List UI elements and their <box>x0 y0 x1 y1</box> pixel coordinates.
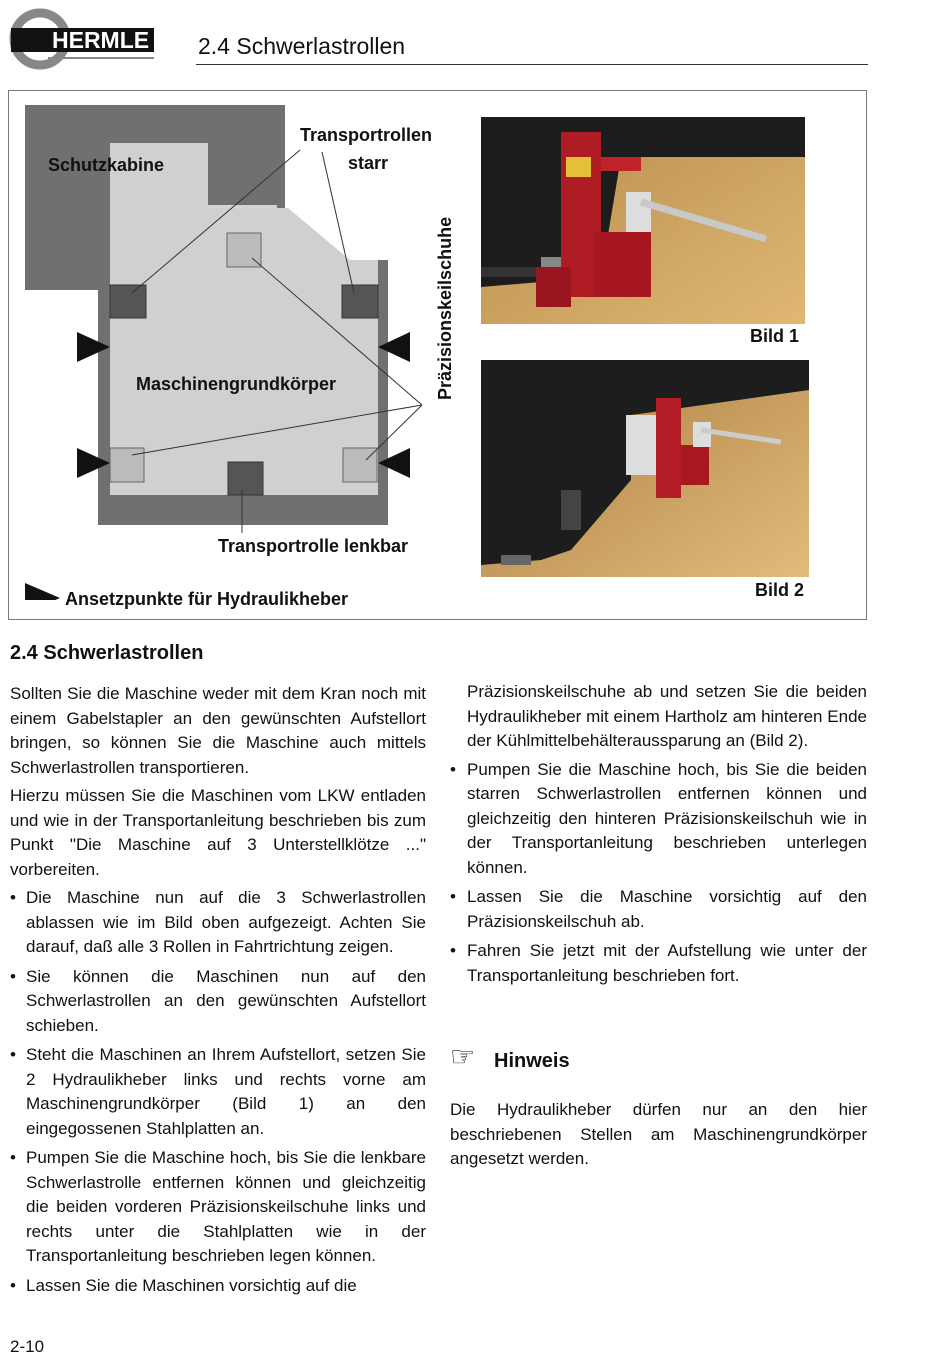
label-schutzkabine: Schutzkabine <box>48 155 165 175</box>
list-item <box>10 1274 426 1299</box>
list-item-text: Die Maschine nun auf die 3 Schwerlastrollen ablassen wie im Bild oben aufgezeigt. Achten Sie darauf, daß alle 3 Rollen in Fahrtrichtung zeigen. <box>26 888 426 956</box>
paragraph: Hierzu müssen Sie die Maschinen vom LKW entladen und wie in der Transportanleitung beschrieben bis zum Punkt "Die Maschine auf 3 Unterstellklötze ..." vorbereiten. <box>10 786 426 879</box>
legend-arrow-icon <box>25 583 60 600</box>
list-item-text: Lassen Sie die Maschine vorsichtig auf den Präzisionskeilschuh ab. <box>467 887 867 931</box>
bullet: • <box>450 759 456 779</box>
pointing-hand-icon: ☞ <box>450 1041 476 1072</box>
label-starr: starr <box>348 153 389 173</box>
label-lenkbar: Transportrolle lenkbar <box>218 536 409 556</box>
label-grundkoerper: Maschinengrundkörper <box>136 374 337 394</box>
roller-lenkbar <box>228 462 263 495</box>
bullet-list <box>10 886 426 1298</box>
machine-base-diagram <box>20 100 455 609</box>
roller-starr-right <box>342 285 378 318</box>
hinweis-text: Die Hydraulikheber dürfen nur an den hier beschriebenen Stellen am Maschinengrundkörper angesetzt werden. <box>450 1100 867 1168</box>
bullet: • <box>10 966 16 986</box>
label-transportrollen: Transportrollen <box>300 125 433 145</box>
legend-label: Ansetzpunkte für Hydraulikheber <box>65 589 349 609</box>
bullet: • <box>10 1045 16 1064</box>
right-column <box>450 680 867 993</box>
list-item-text: Fahren Sie jetzt mit der Aufstellung wie unter der Transportanleitung beschrieben fort. <box>467 941 867 985</box>
list-item-text: Pumpen Sie die Maschine hoch, bis Sie die lenkbare Schwerlastrolle entfernen können und gleichzeitig die beiden vorderen Präzisionskeilschuhe links und rechts unter die Stahlplatten wie in der Transportanleitung beschrieben legen können. <box>26 1148 426 1265</box>
bullet: • <box>10 1148 16 1167</box>
page-header-title: 2.4 Schwerlastrollen <box>198 33 406 59</box>
label-praezision: Präzisionskeilschuhe <box>435 216 455 400</box>
bullet: • <box>10 1275 16 1295</box>
page-number: 2-10 <box>10 1337 45 1356</box>
section-heading: 2.4 Schwerlastrollen <box>10 642 204 664</box>
list-item-text: Sie können die Maschinen nun auf den Schwerlastrollen an den gewünschten Aufstellort schieben. <box>26 966 426 1035</box>
list-item <box>10 1043 426 1141</box>
list-item <box>10 886 426 960</box>
wedge-shoe-left <box>110 448 144 482</box>
photo-bild-1 <box>481 117 805 324</box>
list-item <box>450 885 867 934</box>
photo-bild-2 <box>481 360 809 577</box>
wedge-shoe-right <box>343 448 377 482</box>
list-item-text: Steht die Maschinen an Ihrem Aufstellort, setzen Sie 2 Hydraulikheber links und rechts vorne am Maschinengrundkörper (Bild 1) an den eingegossenen Stahlplatten an. <box>26 1045 426 1138</box>
caption-bild-2: Bild 2 <box>755 580 805 600</box>
list-item <box>10 965 426 1039</box>
left-column <box>10 682 426 1303</box>
bullet: • <box>450 887 456 906</box>
bullet: • <box>10 888 16 907</box>
list-item <box>450 939 867 988</box>
hinweis-label: Hinweis <box>494 1050 570 1072</box>
hermle-logo <box>8 8 158 70</box>
paragraph: Sollten Sie die Maschine weder mit dem Kran noch mit einem Gabelstapler an den gewünschten Aufstellort bringen, so können Sie die Maschine auch mittels Schwerlastrollen transportieren. <box>10 684 426 777</box>
list-item-text: Pumpen Sie die Maschine hoch, bis Sie die beiden starren Schwerlastrollen entfernen können und gleichzeitig den hinteren Präzisionskeilschuh wie in der Transportanleitung beschrieben unterlegen können. <box>467 759 867 877</box>
list-item <box>450 758 867 881</box>
caption-bild-1: Bild 1 <box>750 326 800 346</box>
bullet-list <box>450 758 867 989</box>
list-item <box>10 1146 426 1269</box>
roller-starr-left <box>110 285 146 318</box>
brand-text: HERMLE <box>52 27 150 53</box>
list-item-text: Lassen Sie die Maschinen vorsichtig auf die <box>26 1275 357 1295</box>
header-rule <box>196 64 868 65</box>
label-praezision-wrap <box>425 205 455 400</box>
paragraph: Präzisionskeilschuhe ab und setzen Sie die beiden Hydraulikheber mit einem Hartholz am hinteren Ende der Kühlmittelbehälteraussparung an (Bild 2). <box>467 682 867 750</box>
bullet: • <box>450 941 456 960</box>
